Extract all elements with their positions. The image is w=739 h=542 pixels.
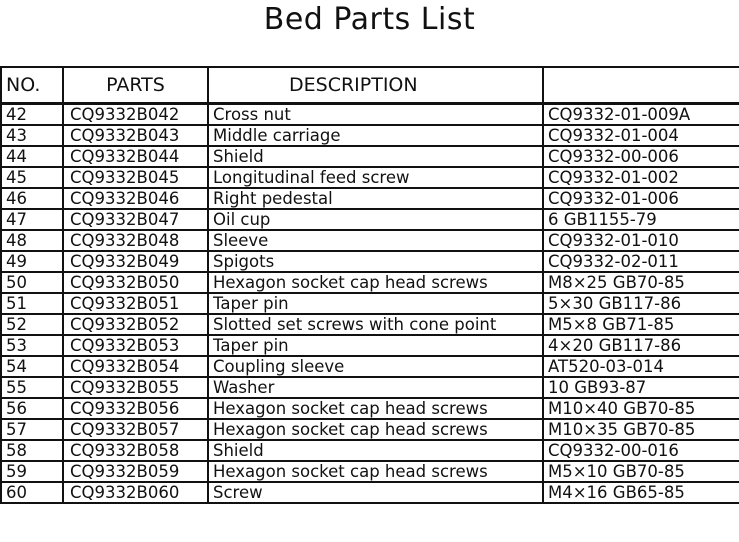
- row-reference: CQ9332-02-011: [543, 251, 739, 272]
- row-reference: M4×16 GB65-85: [543, 482, 739, 503]
- row-number: 59: [1, 461, 63, 482]
- row-number: 48: [1, 230, 63, 251]
- row-reference: CQ9332-01-010: [543, 230, 739, 251]
- row-reference: CQ9332-01-002: [543, 167, 739, 188]
- row-part-code: CQ9332B048: [63, 230, 208, 251]
- row-reference: CQ9332-00-016: [543, 440, 739, 461]
- row-description: Middle carriage: [208, 125, 543, 146]
- row-number: 44: [1, 146, 63, 167]
- table-row: [1, 209, 739, 230]
- row-part-code: CQ9332B042: [63, 104, 208, 126]
- row-part-code: CQ9332B054: [63, 356, 208, 377]
- row-number: 55: [1, 377, 63, 398]
- header-no: NO.: [1, 67, 63, 104]
- table-row: [1, 377, 739, 398]
- table-row: [1, 398, 739, 419]
- row-reference: CQ9332-00-006: [543, 146, 739, 167]
- row-number: 53: [1, 335, 63, 356]
- table-body: [1, 104, 739, 504]
- row-reference: CQ9332-01-004: [543, 125, 739, 146]
- header-description: DESCRIPTION: [208, 67, 543, 104]
- table-row: [1, 314, 739, 335]
- row-description: Shield: [208, 146, 543, 167]
- row-reference: M8×25 GB70-85: [543, 272, 739, 293]
- table-row: [1, 335, 739, 356]
- row-number: 42: [1, 104, 63, 126]
- row-description: Slotted set screws with cone point: [208, 314, 543, 335]
- table-row: [1, 251, 739, 272]
- row-number: 43: [1, 125, 63, 146]
- table-row: [1, 419, 739, 440]
- table-row: [1, 230, 739, 251]
- row-description: Hexagon socket cap head screws: [208, 419, 543, 440]
- row-part-code: CQ9332B049: [63, 251, 208, 272]
- page-title: Bed Parts List: [263, 2, 476, 37]
- table-row: [1, 482, 739, 503]
- row-description: Spigots: [208, 251, 543, 272]
- row-part-code: CQ9332B047: [63, 209, 208, 230]
- table-row: [1, 356, 739, 377]
- table-row: [1, 104, 739, 126]
- table-row: [1, 272, 739, 293]
- row-description: Hexagon socket cap head screws: [208, 461, 543, 482]
- row-number: 60: [1, 482, 63, 503]
- row-description: Screw: [208, 482, 543, 503]
- row-number: 58: [1, 440, 63, 461]
- header-parts: PARTS: [63, 67, 208, 104]
- row-description: Taper pin: [208, 293, 543, 314]
- row-part-code: CQ9332B046: [63, 188, 208, 209]
- row-number: 57: [1, 419, 63, 440]
- row-part-code: CQ9332B044: [63, 146, 208, 167]
- row-number: 51: [1, 293, 63, 314]
- row-part-code: CQ9332B055: [63, 377, 208, 398]
- row-description: Hexagon socket cap head screws: [208, 272, 543, 293]
- row-reference: M5×8 GB71-85: [543, 314, 739, 335]
- row-part-code: CQ9332B057: [63, 419, 208, 440]
- row-description: Sleeve: [208, 230, 543, 251]
- row-reference: AT520-03-014: [543, 356, 739, 377]
- row-description: Washer: [208, 377, 543, 398]
- row-part-code: CQ9332B056: [63, 398, 208, 419]
- row-reference: 6 GB1155-79: [543, 209, 739, 230]
- row-number: 52: [1, 314, 63, 335]
- row-number: 54: [1, 356, 63, 377]
- row-reference: 5×30 GB117-86: [543, 293, 739, 314]
- table-row: [1, 125, 739, 146]
- table-row: [1, 461, 739, 482]
- row-description: Right pedestal: [208, 188, 543, 209]
- row-reference: CQ9332-01-006: [543, 188, 739, 209]
- row-number: 47: [1, 209, 63, 230]
- row-description: Cross nut: [208, 104, 543, 126]
- row-description: Longitudinal feed screw: [208, 167, 543, 188]
- row-description: Taper pin: [208, 335, 543, 356]
- row-reference: M5×10 GB70-85: [543, 461, 739, 482]
- header-reference: [543, 67, 739, 104]
- row-description: Shield: [208, 440, 543, 461]
- parts-table: [0, 66, 739, 504]
- row-part-code: CQ9332B043: [63, 125, 208, 146]
- table-row: [1, 188, 739, 209]
- row-part-code: CQ9332B060: [63, 482, 208, 503]
- row-number: 45: [1, 167, 63, 188]
- row-part-code: CQ9332B051: [63, 293, 208, 314]
- row-number: 56: [1, 398, 63, 419]
- row-reference: 4×20 GB117-86: [543, 335, 739, 356]
- row-number: 46: [1, 188, 63, 209]
- row-description: Hexagon socket cap head screws: [208, 398, 543, 419]
- row-part-code: CQ9332B058: [63, 440, 208, 461]
- row-reference: 10 GB93-87: [543, 377, 739, 398]
- table-row: [1, 440, 739, 461]
- row-number: 50: [1, 272, 63, 293]
- table-row: [1, 167, 739, 188]
- row-number: 49: [1, 251, 63, 272]
- row-reference: CQ9332-01-009A: [543, 104, 739, 126]
- row-description: Oil cup: [208, 209, 543, 230]
- table-header-row: [1, 67, 739, 104]
- row-part-code: CQ9332B053: [63, 335, 208, 356]
- row-part-code: CQ9332B045: [63, 167, 208, 188]
- row-reference: M10×35 GB70-85: [543, 419, 739, 440]
- table-row: [1, 293, 739, 314]
- row-part-code: CQ9332B059: [63, 461, 208, 482]
- row-part-code: CQ9332B050: [63, 272, 208, 293]
- row-part-code: CQ9332B052: [63, 314, 208, 335]
- row-reference: M10×40 GB70-85: [543, 398, 739, 419]
- table-row: [1, 146, 739, 167]
- row-description: Coupling sleeve: [208, 356, 543, 377]
